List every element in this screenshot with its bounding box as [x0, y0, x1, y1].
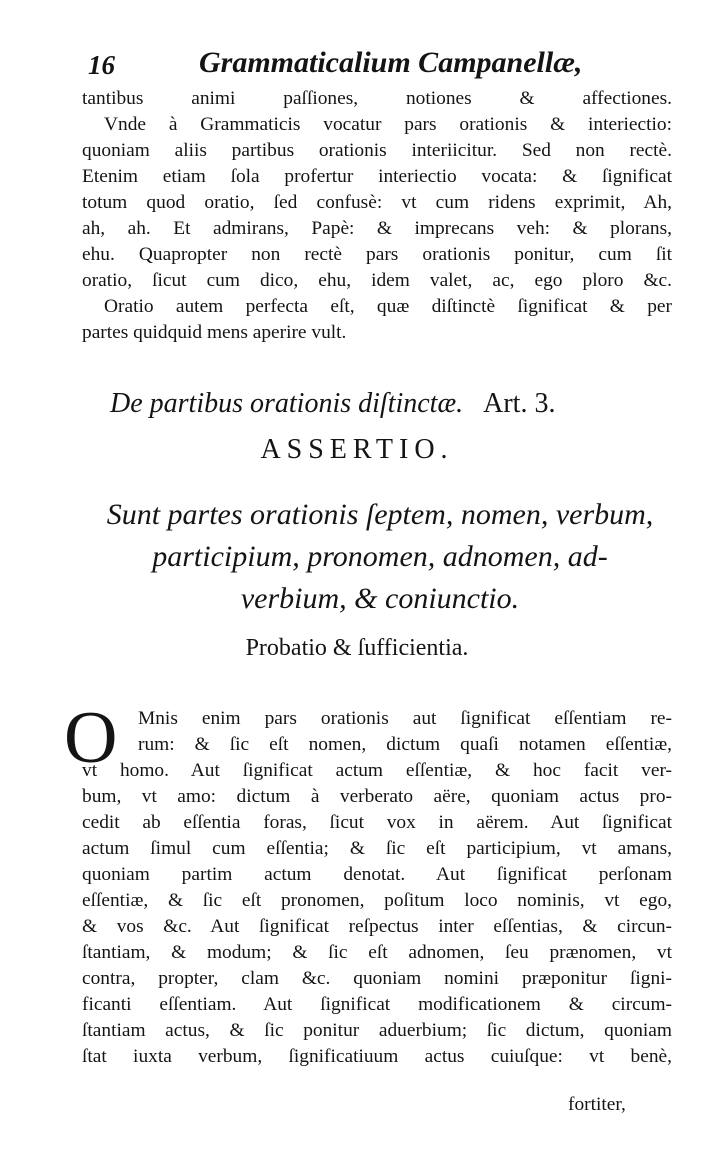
text-line: partes quidquid mens aperire vult. [82, 322, 347, 343]
text-line: ſtantiam, & modum; & ſic eſt adnomen, ſeu prænomen, vt [82, 942, 672, 963]
text-line: Etenim etiam ſola profertur interiectio vocata: & ſignificat [82, 166, 672, 187]
text-line: ficanti eſſentiam. Aut ſignificat modificationem & circum- [82, 994, 672, 1015]
text-line: ſtat iuxta verbum, ſignificatiuum actus cuiuſque: vt benè, [82, 1046, 672, 1067]
text-line: Oratio autem perfecta eſt, quæ diſtinctè ſignificat & per [104, 296, 672, 317]
text-line: eſſentiæ, & ſic eſt pronomen, poſitum loco nominis, vt ego, [82, 890, 672, 911]
text-line: oratio, ſicut cum dico, ehu, idem valet, ac, ego ploro &c. [82, 270, 672, 291]
article-title: De partibus orationis diſtinctæ. [110, 388, 464, 419]
text-line: actum ſimul cum eſſentia; & ſic eſt participium, vt amans, [82, 838, 672, 859]
text-line: bum, vt amo: dictum à verberato aëre, quoniam actus pro- [82, 786, 672, 807]
text-line: ſtantiam actus, & ſic ponitur aduerbium; ſic dictum, quoniam [82, 1020, 672, 1041]
text-line: cedit ab eſſentia foras, ſicut vox in aërem. Aut ſignificat [82, 812, 672, 833]
text-line: quoniam partim actum denotat. Aut ſignificat perſonam [82, 864, 672, 885]
page-number: 16 [88, 50, 115, 80]
body-paragraph [82, 706, 672, 1070]
assertio-heading: ASSERTIO. [260, 434, 454, 465]
text-line: totum quod oratio, ſed confusè: vt cum ridens exprimit, Ah, [82, 192, 672, 213]
probatio-heading: Probatio & ſufficientia. [245, 635, 469, 661]
text-line: contra, propter, clam &c. quoniam nomini præponitur ſigni- [82, 968, 672, 989]
drop-cap: O [64, 697, 118, 779]
text-line: Vnde à Grammaticis vocatur pars orationis & interiectio: [104, 114, 672, 135]
text-line: vt homo. Aut ſignificat actum eſſentiæ, & hoc facit ver- [82, 760, 672, 781]
assertion-line: participium, pronomen, adnomen, ad- [152, 540, 608, 573]
top-paragraph [82, 86, 672, 346]
article-number: Art. 3. [483, 388, 556, 419]
assertion-line: verbium, & coniunctio. [240, 582, 520, 615]
text-line: & vos &c. Aut ſignificat reſpectus inter eſſentias, & circun- [82, 916, 672, 937]
catchword: fortiter, [568, 1094, 626, 1115]
running-title: Grammaticalium Campanellæ, [199, 46, 583, 79]
text-line: Mnis enim pars orationis aut ſignificat eſſentiam re- [138, 708, 672, 729]
text-line: tantibus animi paſſiones, notiones & affectiones. [82, 88, 672, 109]
page-header [88, 44, 688, 84]
text-line: rum: & ſic eſt nomen, dictum quaſi notamen eſſentiæ, [138, 734, 672, 755]
text-line: quoniam aliis partibus orationis interiicitur. Sed non rectè. [82, 140, 672, 161]
assertion-line: Sunt partes orationis ſeptem, nomen, verbum, [106, 498, 654, 531]
assertion-statement [80, 494, 680, 620]
text-line: ah, ah. Et admirans, Papè: & imprecans veh: & plorans, [82, 218, 672, 239]
article-heading [110, 388, 650, 420]
text-line: ehu. Quapropter non rectè pars orationis ponitur, cum ſit [82, 244, 672, 265]
